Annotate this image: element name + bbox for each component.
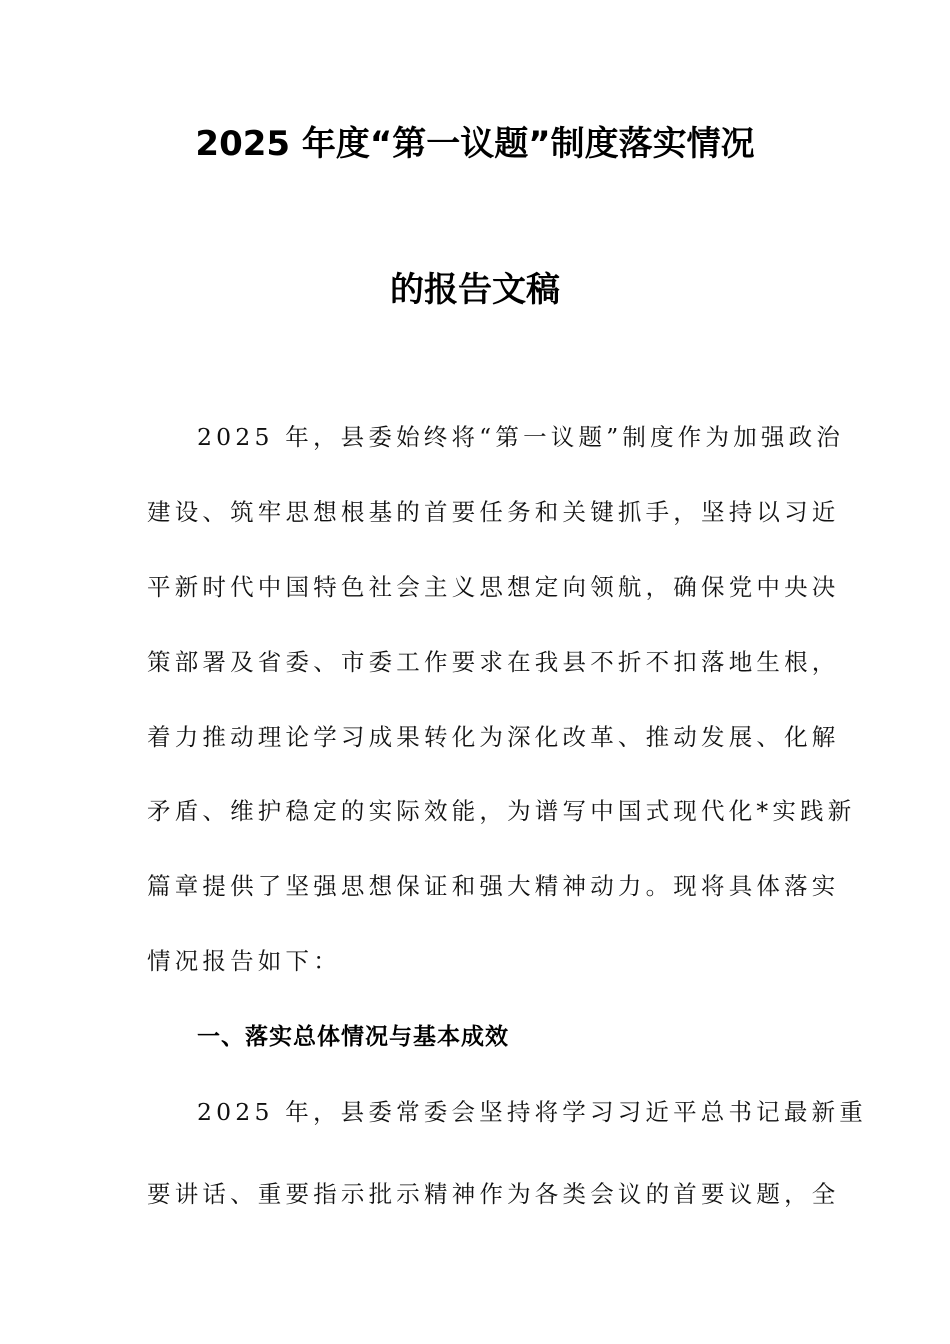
intro-paragraph-line: 2025 年，县委始终将“第一议题”制度作为加强政治 — [197, 423, 845, 451]
intro-paragraph-line: 建设、筑牢思想根基的首要任务和关键抓手，坚持以习近 — [147, 498, 840, 526]
intro-paragraph-line: 策部署及省委、市委工作要求在我县不折不扣落地生根， — [147, 648, 840, 676]
intro-paragraph-line: 篇章提供了坚强思想保证和强大精神动力。现将具体落实 — [147, 872, 840, 900]
document-title-line-1: 2025 年度“第一议题”制度落实情况 — [195, 124, 755, 164]
intro-paragraph-line: 情况报告如下： — [147, 947, 341, 975]
section-paragraph-line: 要讲话、重要指示批示精神作为各类会议的首要议题，全 — [147, 1180, 840, 1208]
section-heading: 一、落实总体情况与基本成效 — [197, 1024, 509, 1050]
intro-paragraph-line: 矛盾、维护稳定的实际效能，为谱写中国式现代化*实践新 — [147, 797, 856, 825]
intro-paragraph-line: 着力推动理论学习成果转化为深化改革、推动发展、化解 — [147, 723, 840, 751]
section-paragraph-line: 2025 年，县委常委会坚持将学习习近平总书记最新重 — [197, 1098, 867, 1126]
document-title-line-2: 的报告文稿 — [390, 270, 560, 310]
intro-paragraph-line: 平新时代中国特色社会主义思想定向领航，确保党中央决 — [147, 573, 840, 601]
